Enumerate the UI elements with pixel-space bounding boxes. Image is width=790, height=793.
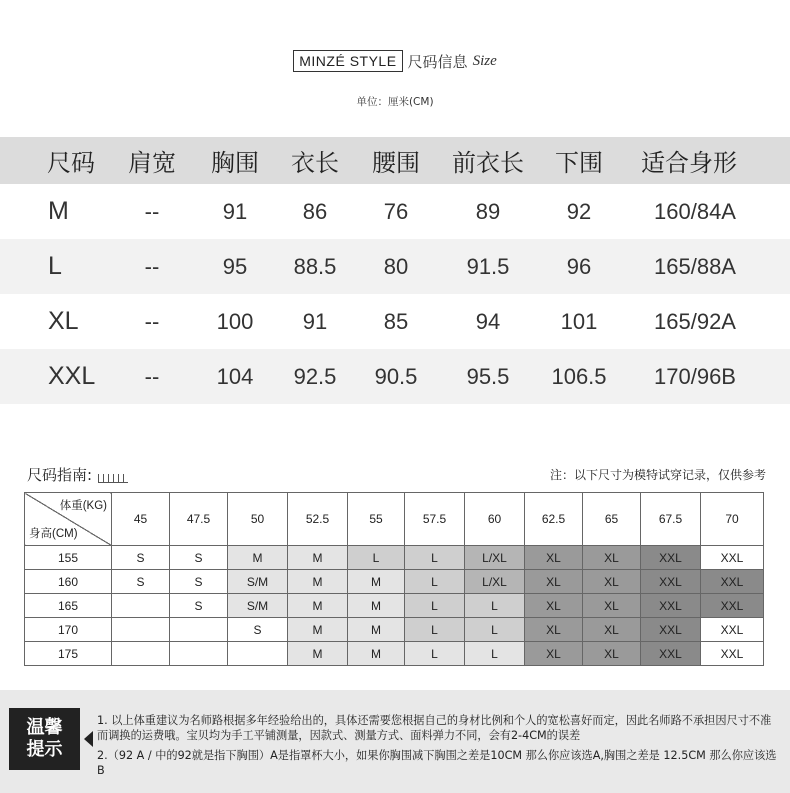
grid-cell: L	[465, 618, 525, 642]
size-row-l	[0, 239, 790, 294]
grid-header-row	[25, 493, 764, 546]
column-header: 衣长	[291, 149, 339, 177]
grid-cell: XXL	[701, 570, 764, 594]
tips-panel	[0, 690, 790, 793]
size-guide-note: 注：以下尺寸为模特试穿记录，仅供参考	[549, 468, 766, 482]
grid-cell: XL	[583, 594, 641, 618]
arrow-left-icon	[84, 731, 93, 747]
grid-cell: L	[465, 594, 525, 618]
grid-cell: M	[348, 570, 405, 594]
grid-cell	[112, 594, 170, 618]
grid-cell: S	[228, 618, 288, 642]
grid-cell: S	[112, 570, 170, 594]
table-cell: 104	[216, 363, 254, 389]
grid-cell: XXL	[641, 594, 701, 618]
height-cell: 170	[25, 618, 112, 642]
grid-cell: XL	[525, 642, 583, 666]
grid-cell: XL	[525, 546, 583, 570]
size-row-xxl	[0, 349, 790, 404]
unit-label: 单位：厘米(CM)	[356, 96, 434, 108]
table-cell: 106.5	[551, 363, 607, 389]
size-info-title-en: Size	[472, 52, 497, 69]
grid-cell: L	[405, 642, 465, 666]
table-cell: L	[48, 252, 62, 280]
size-row-xl	[0, 294, 790, 349]
table-cell: M	[48, 197, 69, 225]
grid-cell: XL	[583, 570, 641, 594]
size-info-title: 尺码信息	[407, 52, 468, 71]
column-header: 前衣长	[452, 149, 524, 177]
height-cell: 165	[25, 594, 112, 618]
table-cell: 92.5	[293, 363, 337, 389]
size-guide-grid	[24, 492, 764, 666]
grid-cell: S	[112, 546, 170, 570]
weight-header: 60	[465, 493, 525, 546]
table-cell: 80	[383, 253, 409, 279]
table-cell: --	[144, 198, 160, 224]
grid-cell: M	[348, 642, 405, 666]
grid-row-175	[25, 642, 764, 666]
grid-cell	[228, 642, 288, 666]
grid-cell: XXL	[701, 618, 764, 642]
height-cell: 175	[25, 642, 112, 666]
weight-header: 55	[348, 493, 405, 546]
tips-text	[97, 713, 777, 783]
grid-cell: XXL	[701, 594, 764, 618]
ruler-icon	[98, 471, 128, 483]
table-cell: XL	[48, 307, 79, 335]
table-cell: 91.5	[466, 253, 510, 279]
size-row-m	[0, 184, 790, 239]
table-cell: 91	[302, 308, 328, 334]
grid-corner-cell	[25, 493, 112, 546]
size-table-header	[0, 137, 790, 184]
table-cell: 170/96B	[654, 363, 736, 389]
table-cell: 100	[216, 308, 254, 334]
column-header: 胸围	[211, 149, 259, 177]
table-cell: 88.5	[293, 253, 337, 279]
grid-cell	[170, 618, 228, 642]
grid-cell: M	[288, 570, 348, 594]
table-cell: 101	[560, 308, 598, 334]
table-cell: 95	[222, 253, 248, 279]
weight-header: 45	[112, 493, 170, 546]
grid-cell: XXL	[641, 618, 701, 642]
grid-cell: S	[170, 570, 228, 594]
weight-header: 52.5	[288, 493, 348, 546]
grid-cell: S/M	[228, 594, 288, 618]
weight-header: 70	[701, 493, 764, 546]
grid-cell: XL	[583, 618, 641, 642]
column-header: 下围	[555, 149, 603, 177]
column-header: 腰围	[372, 149, 420, 177]
grid-row-165	[25, 594, 764, 618]
height-cell: 155	[25, 546, 112, 570]
grid-cell: L	[405, 618, 465, 642]
grid-cell: M	[348, 594, 405, 618]
grid-cell: S	[170, 546, 228, 570]
grid-cell: M	[288, 546, 348, 570]
grid-row-160	[25, 570, 764, 594]
column-header: 肩宽	[128, 149, 176, 177]
grid-cell: L/XL	[465, 546, 525, 570]
grid-cell: L	[348, 546, 405, 570]
grid-cell: M	[228, 546, 288, 570]
table-cell: --	[144, 308, 160, 334]
table-cell: 85	[383, 308, 409, 334]
size-guide-title	[27, 464, 128, 485]
table-cell: 94	[475, 308, 501, 334]
height-cell: 160	[25, 570, 112, 594]
table-cell: 89	[475, 198, 501, 224]
grid-row-170	[25, 618, 764, 642]
tip-item: 1. 以上体重建议为名师路根据多年经验给出的，具体还需要您根据自己的身材比例和个人的宽松喜好而定，因此名师路不承担因尺寸不准而调换的运费哦。宝贝均为手工平铺测量，因款式、测量方式、面料弹力不同，会有2-4CM的误差	[97, 714, 772, 742]
grid-cell: S	[170, 594, 228, 618]
grid-cell: XXL	[641, 642, 701, 666]
weight-header: 65	[583, 493, 641, 546]
tips-badge	[9, 708, 80, 770]
tip-item: 2.（92 A / 中的92就是指下胸围）A是指罩杯大小，如果你胸围减下胸围之差是10CM 那么你应该选A,胸围之差是 12.5CM 那么你应该选B	[97, 749, 777, 777]
size-table	[0, 137, 790, 404]
table-cell: 96	[566, 253, 592, 279]
tips-badge-line1: 温馨	[26, 717, 63, 738]
table-cell: XXL	[48, 362, 96, 390]
grid-cell: XL	[583, 546, 641, 570]
page-header	[0, 46, 790, 76]
height-axis-label: 身高(CM)	[29, 528, 78, 540]
table-cell: 92	[566, 198, 592, 224]
grid-cell: XL	[583, 642, 641, 666]
grid-cell: XL	[525, 594, 583, 618]
weight-header: 67.5	[641, 493, 701, 546]
grid-cell: L	[405, 594, 465, 618]
grid-cell: M	[288, 642, 348, 666]
grid-cell: L	[405, 546, 465, 570]
grid-cell: M	[288, 594, 348, 618]
column-header: 适合身形	[641, 149, 737, 177]
size-guide-label: 尺码指南:	[27, 466, 93, 484]
table-cell: 76	[383, 198, 409, 224]
brand-logo: MINZÉ STYLE	[293, 50, 402, 72]
grid-cell: XXL	[641, 546, 701, 570]
table-cell: 90.5	[374, 363, 418, 389]
grid-cell: XXL	[701, 642, 764, 666]
grid-cell	[112, 618, 170, 642]
table-cell: 165/92A	[654, 308, 736, 334]
tips-badge-line2: 提示	[26, 739, 63, 760]
grid-cell: M	[288, 618, 348, 642]
table-cell: 86	[302, 198, 328, 224]
weight-axis-label: 体重(KG)	[59, 500, 107, 512]
grid-row-155	[25, 546, 764, 570]
grid-cell: XXL	[701, 546, 764, 570]
grid-cell: L/XL	[465, 570, 525, 594]
weight-header: 62.5	[525, 493, 583, 546]
column-header: 尺码	[47, 149, 95, 177]
grid-cell: XL	[525, 618, 583, 642]
grid-cell	[170, 642, 228, 666]
grid-cell	[112, 642, 170, 666]
weight-header: 57.5	[405, 493, 465, 546]
grid-cell: S/M	[228, 570, 288, 594]
weight-header: 50	[228, 493, 288, 546]
table-cell: --	[144, 253, 160, 279]
table-cell: --	[144, 363, 160, 389]
table-cell: 91	[222, 198, 248, 224]
grid-cell: L	[405, 570, 465, 594]
table-cell: 160/84A	[654, 198, 736, 224]
table-cell: 165/88A	[654, 253, 736, 279]
grid-cell: L	[465, 642, 525, 666]
grid-cell: M	[348, 618, 405, 642]
table-cell: 95.5	[466, 363, 510, 389]
grid-cell: XXL	[641, 570, 701, 594]
grid-cell: XL	[525, 570, 583, 594]
weight-header: 47.5	[170, 493, 228, 546]
